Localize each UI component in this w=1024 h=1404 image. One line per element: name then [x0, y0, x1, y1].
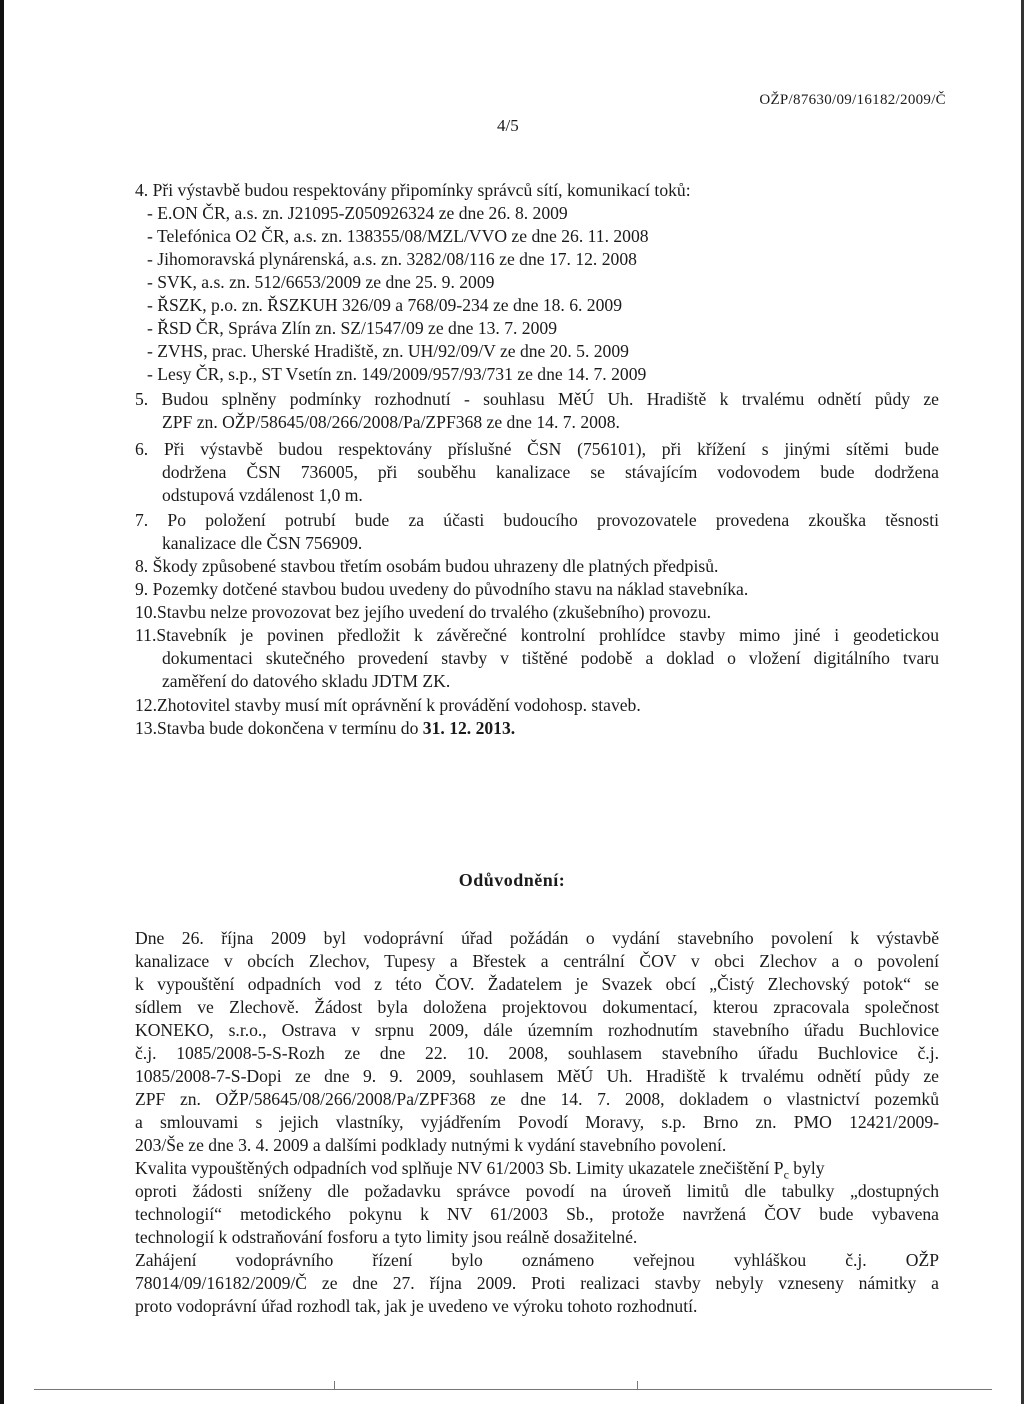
reasoning-line: Dne 26. října 2009 byl vodoprávní úřad požádán o vydání stavebního povolení k výstavbě: [135, 928, 939, 948]
reasoning-line: ZPF zn. OŽP/58645/08/266/2008/Pa/ZPF368 ze dne 14. 7. 2008, dokladem o vlastnictví pozemků: [135, 1089, 939, 1109]
condition-8: 8. Škody způsobené stavbou třetím osobám budou uhrazeny dle platných předpisů.: [135, 556, 719, 576]
reasoning-line: Zahájení vodoprávního řízení bylo oznámeno veřejnou vyhláškou č.j. OŽP: [135, 1250, 939, 1270]
condition-4-item: - ZVHS, prac. Uherské Hradiště, zn. UH/92/09/V ze dne 20. 5. 2009: [147, 341, 629, 361]
condition-10: 10.Stavbu nelze provozovat bez jejího uvedení do trvalého (zkušebního) provozu.: [135, 602, 712, 622]
condition-4-item: - Lesy ČR, s.p., ST Vsetín zn. 149/2009/957/93/731 ze dne 14. 7. 2009: [147, 364, 647, 384]
reference-number: OŽP/87630/09/16182/2009/Č: [759, 92, 946, 108]
reasoning-line: 78014/09/16182/2009/Č ze dne 27. října 2009. Proti realizaci stavby nebyly vzneseny námitky a: [135, 1273, 939, 1293]
reasoning-line: proto vodoprávní úřad rozhodl tak, jak je uvedeno ve výroku tohoto rozhodnutí.: [135, 1296, 698, 1316]
reasoning-line: 203/Še ze dne 3. 4. 2009 a dalšími podklady nutnými k vydání stavebního povolení.: [135, 1135, 727, 1155]
condition-13: [135, 720, 515, 738]
reasoning-line: k vypouštění odpadních vod z této ČOV. Žadatelem je Svazek obcí „Čistý Zlechovský potok“ se: [135, 974, 939, 994]
condition-11: 11.Stavebník je povinen předložit k závěrečné kontrolní prohlídce stavby mimo jiné i geodetickou: [135, 625, 939, 645]
condition-12: 12.Zhotovitel stavby musí mít oprávnění k provádění vodohosp. staveb.: [135, 695, 641, 715]
condition-7-cont: kanalizace dle ČSN 756909.: [162, 533, 363, 553]
reasoning-line: 1085/2008-7-S-Dopi ze dne 9. 9. 2009, souhlasem MěÚ Uh. Hradiště k trvalému odnětí půdy ze: [135, 1066, 939, 1086]
condition-11-cont: zaměření do datového skladu JDTM ZK.: [162, 671, 451, 691]
subscript-c: c: [783, 1167, 789, 1182]
footer-tick: [334, 1381, 335, 1389]
reasoning-line: KONEKO, s.r.o., Ostrava v srpnu 2009, dále územním rozhodnutím stavebního úřadu Buchlovice: [135, 1020, 939, 1040]
reasoning-line: oproti žádosti sníženy dle požadavku správce povodí na úroveň limitů dle tabulky „dostupných: [135, 1181, 939, 1201]
condition-6: 6. Při výstavbě budou respektovány příslušné ČSN (756101), při křížení s jinými sítěmi bude: [135, 439, 939, 459]
condition-9: 9. Pozemky dotčené stavbou budou uvedeny do původního stavu na náklad stavebníka.: [135, 579, 749, 599]
scan-edge-left: [0, 0, 4, 1404]
reasoning-line: technologií“ metodického pokynu k NV 61/2003 Sb., protože navržená ČOV bude vybavena: [135, 1204, 939, 1224]
reasoning-heading: Odůvodnění:: [458, 870, 566, 890]
condition-4-item: - ŘSD ČR, Správa Zlín zn. SZ/1547/09 ze dne 13. 7. 2009: [147, 318, 557, 338]
condition-4-item: - Telefónica O2 ČR, a.s. zn. 138355/08/MZL/VVO ze dne 26. 11. 2008: [147, 226, 649, 246]
reasoning-line: č.j. 1085/2008-5-S-Rozh ze dne 22. 10. 2008, souhlasem stavebního úřadu Buchlovice č.j.: [135, 1043, 939, 1063]
condition-5: 5. Budou splněny podmínky rozhodnutí - souhlasu MěÚ Uh. Hradiště k trvalému odnětí půdy ze: [135, 389, 939, 409]
condition-6-cont: odstupová vzdálenost 1,0 m.: [162, 485, 363, 505]
reasoning-text: Kvalita vypouštěných odpadních vod splňuje NV 61/2003 Sb. Limity ukazatele znečištění P: [135, 1158, 784, 1178]
page-number: 4/5: [497, 116, 519, 135]
footer-tick: [637, 1381, 638, 1389]
footer-rule: [34, 1389, 992, 1390]
condition-4-item: - Jihomoravská plynárenská, a.s. zn. 3282/08/116 ze dne 17. 12. 2008: [147, 249, 637, 269]
reasoning-text: byly: [788, 1158, 825, 1178]
condition-4: 4. Při výstavbě budou respektovány připomínky správců sítí, komunikací toků:: [135, 180, 691, 200]
condition-6-cont: dodržena ČSN 736005, při souběhu kanalizace se stávajícím vodovodem bude dodržena: [162, 462, 939, 482]
reasoning-line: [135, 1160, 825, 1181]
condition-4-item: - E.ON ČR, a.s. zn. J21095-Z050926324 ze dne 26. 8. 2009: [147, 203, 568, 223]
condition-13-text: 13.Stavba bude dokončena v termínu do: [135, 718, 423, 738]
reasoning-line: a smlouvami s jejich vlastníky, vyjádřením Povodí Moravy, s.p. Brno zn. PMO 12421/2009-: [135, 1112, 939, 1132]
reasoning-line: technologií k odstraňování fosforu a tyto limity jsou reálně dosažitelné.: [135, 1227, 638, 1247]
condition-11-cont: dokumentaci skutečného provedení stavby v tištěné podobě a doklad o vložení digitálního tvaru: [162, 648, 939, 668]
condition-4-item: - ŘSZK, p.o. zn. ŘSZKUH 326/09 a 768/09-234 ze dne 18. 6. 2009: [147, 295, 622, 315]
completion-date: 31. 12. 2013.: [422, 718, 516, 738]
condition-5-cont: ZPF zn. OŽP/58645/08/266/2008/Pa/ZPF368 ze dne 14. 7. 2008.: [162, 412, 620, 432]
reasoning-line: sídlem ve Zlechově. Žádost byla doložena projektovou dokumentací, kterou zpracovala společnost: [135, 997, 939, 1017]
reasoning-line: kanalizace v obcích Zlechov, Tupesy a Břestek a centrální ČOV v obci Zlechov a o povolení: [135, 951, 939, 971]
condition-4-item: - SVK, a.s. zn. 512/6653/2009 ze dne 25. 9. 2009: [147, 272, 495, 292]
condition-7: 7. Po položení potrubí bude za účasti budoucího provozovatele provedena zkouška těsnosti: [135, 510, 939, 530]
